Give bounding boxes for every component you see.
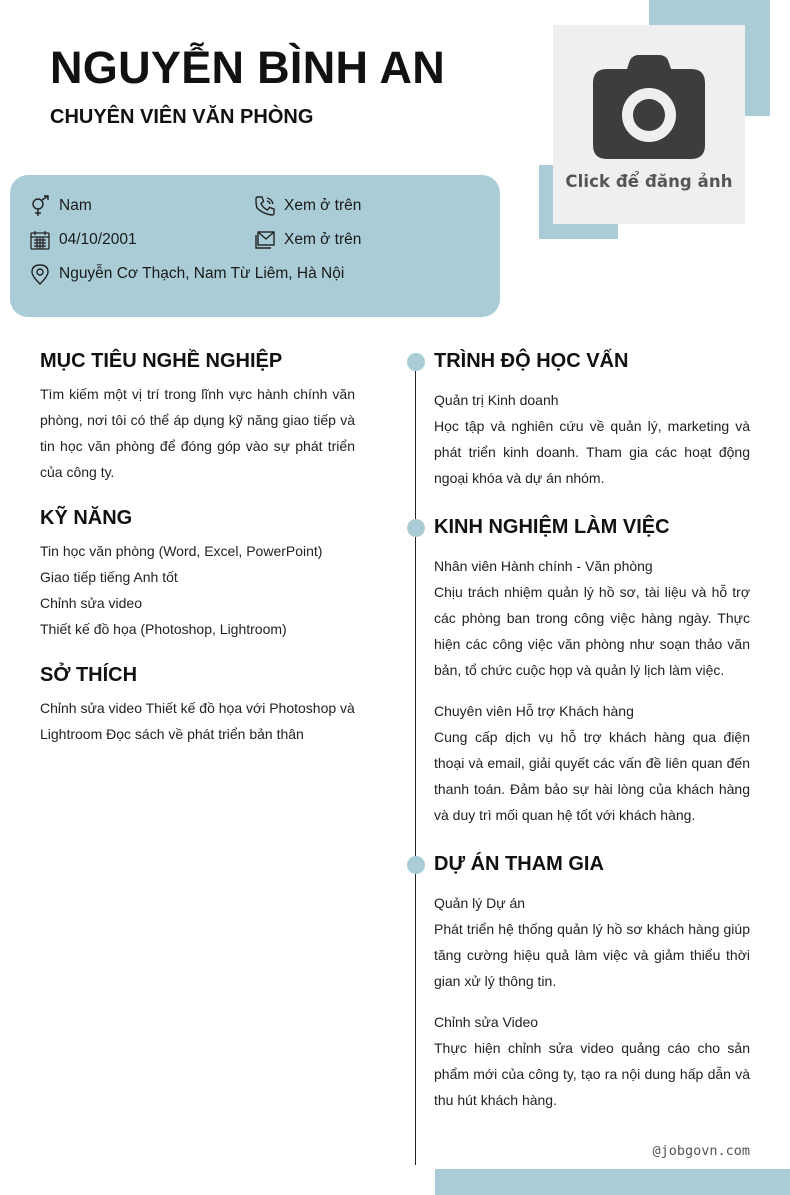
entry-title: Nhân viên Hành chính - Văn phòng <box>434 558 653 574</box>
entry-title: Chỉnh sửa Video <box>434 1014 539 1030</box>
skill-item: Giao tiếp tiếng Anh tốt <box>40 569 178 585</box>
contact-email <box>254 229 361 251</box>
hobbies-text: Chỉnh sửa video Thiết kế đồ họa với Photoshop và Lightroom Đọc sách về phát triển bản thân <box>40 700 355 742</box>
entry-text: Cung cấp dịch vụ hỗ trợ khách hàng qua điện thoại và email, giải quyết các vấn đề liên quan đến thanh toán. Đảm bảo sự hài lòng của khách hàng và duy trì mối quan hệ tốt với khách hàng. <box>434 729 750 823</box>
timeline-dot <box>407 856 425 874</box>
projects-section <box>434 853 750 1128</box>
candidate-name: NGUYỄN BÌNH AN <box>50 42 446 93</box>
photo-upload[interactable] <box>553 25 745 224</box>
skills-title: KỸ NĂNG <box>40 507 133 529</box>
project-entry <box>434 890 750 994</box>
timeline-line <box>415 362 416 1165</box>
hobbies-section <box>40 664 355 747</box>
project-entry <box>434 1009 750 1113</box>
projects-title: DỰ ÁN THAM GIA <box>434 853 604 875</box>
footer-credit: @jobgovn.com <box>652 1143 750 1159</box>
experience-title: KINH NGHIỆM LÀM VIỆC <box>434 516 670 538</box>
contact-info-box <box>10 175 500 317</box>
objective-title: MỤC TIÊU NGHỀ NGHIỆP <box>40 350 283 372</box>
contact-dob <box>29 229 137 251</box>
phone-value: Xem ở trên <box>284 197 362 214</box>
camera-icon <box>591 55 707 164</box>
dob-value: 04/10/2001 <box>59 231 137 248</box>
entry-text: Thực hiện chỉnh sửa video quảng cáo cho sản phẩm mới của công ty, tạo ra nội dung hấp dẫn và thu hút khách hàng. <box>434 1040 750 1108</box>
skill-item: Chỉnh sửa video <box>40 595 142 611</box>
entry-text: Học tập và nghiên cứu về quản lý, marketing và phát triển kinh doanh. Tham gia các hoạt động ngoại khóa và dự án nhóm. <box>434 418 750 486</box>
phone-icon <box>254 195 276 217</box>
gender-icon <box>29 195 51 217</box>
entry-text: Chịu trách nhiệm quản lý hồ sơ, tài liệu và hỗ trợ các phòng ban trong công việc hàng ngày. Thực hiện các công việc văn phòng như soạn thảo văn bản, tổ chức cuộc họp và quản lý lịch làm việc. <box>434 584 750 678</box>
decor-block-bottom <box>435 1169 790 1195</box>
skills-section <box>40 507 355 642</box>
education-entry <box>434 387 750 491</box>
calendar-icon <box>29 229 51 251</box>
timeline-dot <box>407 519 425 537</box>
entry-title: Quản trị Kinh doanh <box>434 392 559 408</box>
address-value: Nguyễn Cơ Thạch, Nam Từ Liêm, Hà Nội <box>59 265 345 282</box>
entry-title: Chuyên viên Hỗ trợ Khách hàng <box>434 703 634 719</box>
experience-section <box>434 516 750 843</box>
contact-address <box>29 263 344 285</box>
education-section <box>434 350 750 506</box>
photo-upload-label: Click để đăng ảnh <box>565 172 733 191</box>
skill-item: Tin học văn phòng (Word, Excel, PowerPoint) <box>40 543 323 559</box>
contact-gender <box>29 195 92 217</box>
job-title: CHUYÊN VIÊN VĂN PHÒNG <box>50 106 314 128</box>
hobbies-title: SỞ THÍCH <box>40 664 138 686</box>
gender-value: Nam <box>59 197 92 214</box>
timeline-dot <box>407 353 425 371</box>
entry-text: Phát triển hệ thống quản lý hồ sơ khách hàng giúp tăng cường hiệu quả làm việc và giảm thiểu thời gian xử lý thông tin. <box>434 921 750 989</box>
email-value: Xem ở trên <box>284 231 362 248</box>
location-pin-icon <box>29 263 51 285</box>
experience-entry <box>434 553 750 683</box>
entry-title: Quản lý Dự án <box>434 895 526 911</box>
objective-text: Tìm kiếm một vị trí trong lĩnh vực hành chính văn phòng, nơi tôi có thể áp dụng kỹ năng giao tiếp và tin học văn phòng để đóng góp vào sự phát triển của công ty. <box>40 386 355 480</box>
objective-section <box>40 350 355 485</box>
mail-icon <box>254 229 276 251</box>
education-title: TRÌNH ĐỘ HỌC VẤN <box>434 350 629 372</box>
experience-entry <box>434 698 750 828</box>
left-column <box>40 350 355 769</box>
contact-phone <box>254 195 361 217</box>
skill-item: Thiết kế đồ họa (Photoshop, Lightroom) <box>40 621 287 637</box>
